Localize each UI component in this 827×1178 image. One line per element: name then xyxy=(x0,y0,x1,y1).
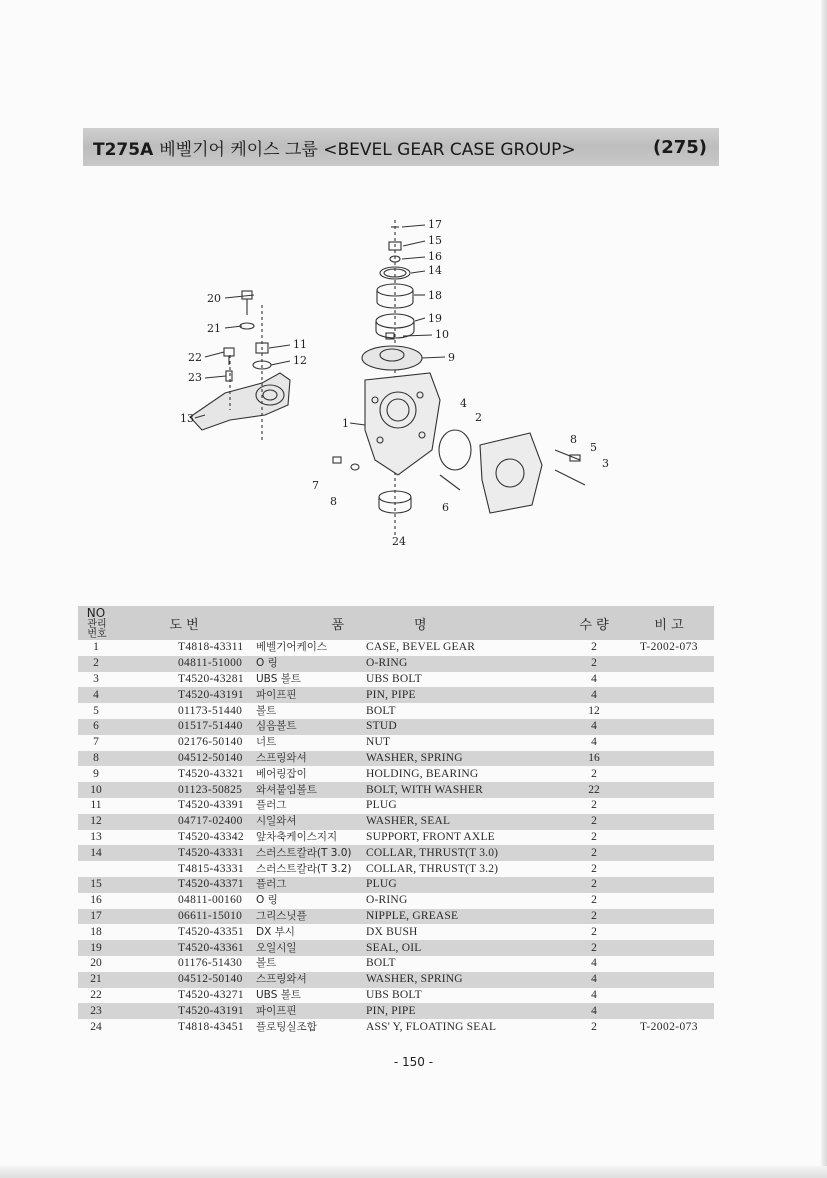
row-name-english: O-RING xyxy=(366,894,408,907)
row-part-number: 04811-51000 xyxy=(114,656,254,672)
row-remarks xyxy=(624,940,714,956)
row-no: 17 xyxy=(78,909,114,925)
row-name-korean: 볼트 xyxy=(256,704,277,717)
callout-10: 10 xyxy=(435,328,449,341)
callout-16: 16 xyxy=(428,250,442,263)
row-remarks xyxy=(624,893,714,909)
parts-list-table xyxy=(78,606,714,1035)
row-remarks xyxy=(624,1003,714,1019)
row-name-english: SUPPORT, FRONT AXLE xyxy=(366,830,495,843)
header-qty: 수 량 xyxy=(564,606,624,640)
row-part-number: 02176-50140 xyxy=(178,736,243,749)
row-part-number: 06611-15010 xyxy=(114,909,254,925)
row-quantity: 4 xyxy=(591,957,597,970)
callout-12: 12 xyxy=(293,354,307,367)
row-part-number: T4520-43351 xyxy=(178,925,244,938)
row-remarks: T-2002-073 xyxy=(640,1020,698,1033)
row-name-korean: 플로팅실조합 xyxy=(256,1020,317,1033)
row-no xyxy=(78,861,114,877)
row-no: 7 xyxy=(93,736,99,749)
callout-13: 13 xyxy=(180,412,194,425)
row-name-english: CASE, BEVEL GEAR xyxy=(366,641,476,654)
row-part-number: T4520-43371 xyxy=(114,877,254,893)
group-title: 베벨기어 케이스 그룹 <BEVEL GEAR CASE GROUP> xyxy=(159,139,576,160)
header-name-en: 명 xyxy=(364,606,564,640)
row-name-english: PIN, PIPE xyxy=(364,687,564,703)
row-no: 11 xyxy=(90,799,102,812)
row-quantity: 16 xyxy=(564,751,624,767)
row-name-korean: 스러스트칼라(T 3.2) xyxy=(256,862,352,875)
header-mgmt: 관리 번호 xyxy=(87,619,107,640)
row-part-number: T4520-43191 xyxy=(114,687,254,703)
row-remarks xyxy=(624,798,714,814)
row-name-korean: 볼트 xyxy=(256,957,277,970)
row-quantity: 4 xyxy=(564,719,624,735)
row-quantity: 4 xyxy=(591,988,597,1001)
row-name-korean: UBS 볼트 xyxy=(256,988,301,1001)
row-name-korean: 베벨기어케이스 xyxy=(256,641,328,654)
row-part-number: T4818-43451 xyxy=(178,1020,244,1033)
row-no: 18 xyxy=(90,925,102,938)
callout-24: 24 xyxy=(392,535,406,548)
row-name-english: BOLT xyxy=(366,704,396,717)
row-name-korean: 스프링와셔 xyxy=(254,751,364,767)
callout-2: 2 xyxy=(475,411,482,424)
table-row xyxy=(78,972,714,988)
row-remarks xyxy=(624,845,714,861)
row-name-english: UBS BOLT xyxy=(366,988,422,1001)
row-quantity: 2 xyxy=(564,909,624,925)
row-remarks xyxy=(624,830,714,846)
row-quantity: 2 xyxy=(591,1020,597,1033)
table-row xyxy=(78,735,714,751)
row-quantity: 4 xyxy=(564,1003,624,1019)
row-no: 16 xyxy=(90,894,102,907)
callout-14: 14 xyxy=(428,264,442,277)
callout-3: 3 xyxy=(602,457,609,470)
table-row xyxy=(78,1019,714,1035)
row-name-korean: 파이프핀 xyxy=(254,687,364,703)
callout-15: 15 xyxy=(428,234,442,247)
table-row xyxy=(78,845,714,861)
row-remarks xyxy=(624,687,714,703)
callout-18: 18 xyxy=(428,289,442,302)
row-no: 4 xyxy=(78,687,114,703)
row-name-korean: UBS 볼트 xyxy=(256,672,301,685)
row-part-number: T4520-43342 xyxy=(178,830,244,843)
row-no: 3 xyxy=(93,672,99,685)
table-row xyxy=(78,751,714,767)
row-quantity: 2 xyxy=(564,656,624,672)
table-row xyxy=(78,798,714,814)
callout-1: 1 xyxy=(342,417,349,430)
row-part-number: T4520-43331 xyxy=(114,845,254,861)
table-row xyxy=(78,988,714,1004)
row-quantity: 2 xyxy=(591,641,597,654)
row-name-korean: 앞차축케이스지지 xyxy=(256,830,338,843)
row-no: 12 xyxy=(78,814,114,830)
row-name-korean: 베어링잡이 xyxy=(256,767,307,780)
row-name-korean: O 링 xyxy=(256,894,278,907)
row-part-number: T4520-43391 xyxy=(178,799,244,812)
row-remarks xyxy=(624,672,714,688)
header-name-ko: 품 xyxy=(254,606,364,640)
callout-8b: 8 xyxy=(330,495,337,508)
header-part-no: 도 번 xyxy=(114,606,254,640)
page-edge xyxy=(0,1166,827,1178)
callout-20: 20 xyxy=(207,292,221,305)
row-remarks xyxy=(624,656,714,672)
row-part-number: 01176-51430 xyxy=(178,957,243,970)
callout-23: 23 xyxy=(188,371,202,384)
row-remarks xyxy=(624,877,714,893)
page-edge xyxy=(821,0,827,1178)
callout-8: 8 xyxy=(570,433,577,446)
row-remarks xyxy=(624,988,714,1004)
table-row xyxy=(78,640,714,656)
row-quantity: 2 xyxy=(591,862,597,875)
table-row xyxy=(78,909,714,925)
row-remarks xyxy=(624,719,714,735)
row-no: 9 xyxy=(93,767,99,780)
row-quantity: 2 xyxy=(564,877,624,893)
row-name-korean: 오일시일 xyxy=(254,940,364,956)
row-no: 15 xyxy=(78,877,114,893)
row-no: 1 xyxy=(93,641,99,654)
row-quantity: 2 xyxy=(591,830,597,843)
callout-19: 19 xyxy=(428,312,442,325)
callout-9: 9 xyxy=(448,351,455,364)
row-remarks xyxy=(624,782,714,798)
row-name-english: PLUG xyxy=(364,877,564,893)
table-row xyxy=(78,877,714,893)
row-no: 6 xyxy=(78,719,114,735)
row-name-english: PIN, PIPE xyxy=(364,1003,564,1019)
table-row xyxy=(78,719,714,735)
callout-21: 21 xyxy=(207,322,221,335)
row-part-number: T4520-43281 xyxy=(178,672,244,685)
row-remarks xyxy=(624,956,714,972)
page-number: - 150 - xyxy=(393,1055,434,1069)
row-remarks xyxy=(624,909,714,925)
row-quantity: 2 xyxy=(591,925,597,938)
table-row xyxy=(78,687,714,703)
callout-11: 11 xyxy=(293,338,307,351)
row-name-korean: 너트 xyxy=(256,736,277,749)
row-name-english: DX BUSH xyxy=(366,925,418,938)
row-no: 10 xyxy=(78,782,114,798)
row-remarks xyxy=(624,861,714,877)
table-row xyxy=(78,766,714,782)
row-quantity: 4 xyxy=(564,972,624,988)
row-name-korean: 그리스닛플 xyxy=(254,909,364,925)
table-row xyxy=(78,782,714,798)
table-row xyxy=(78,956,714,972)
table-row xyxy=(78,893,714,909)
row-remarks xyxy=(624,751,714,767)
row-quantity: 4 xyxy=(591,736,597,749)
row-name-korean: O 링 xyxy=(254,656,364,672)
row-no: 5 xyxy=(93,704,99,717)
row-part-number: 01173-51440 xyxy=(178,704,243,717)
row-name-korean: 스프링와셔 xyxy=(254,972,364,988)
row-part-number: T4520-43271 xyxy=(178,988,244,1001)
row-part-number: T4520-43191 xyxy=(114,1003,254,1019)
group-code: T275A xyxy=(93,139,154,160)
table-header-row xyxy=(78,606,714,640)
table-row xyxy=(78,656,714,672)
row-name-english: NUT xyxy=(366,736,391,749)
row-part-number: 01123-50825 xyxy=(114,782,254,798)
table-row xyxy=(78,861,714,877)
row-no: 23 xyxy=(78,1003,114,1019)
row-part-number: T4520-43321 xyxy=(178,767,244,780)
callout-4: 4 xyxy=(460,397,467,410)
row-name-english: ASS' Y, FLOATING SEAL xyxy=(366,1020,497,1033)
row-name-korean: 와셔붙임볼트 xyxy=(254,782,364,798)
row-remarks xyxy=(624,814,714,830)
section-title-bar xyxy=(83,128,719,166)
row-name-korean: 플러그 xyxy=(254,877,364,893)
table-row xyxy=(78,672,714,688)
row-remarks xyxy=(624,735,714,751)
row-quantity: 2 xyxy=(564,814,624,830)
row-name-english: WASHER, SPRING xyxy=(364,751,564,767)
callout-17: 17 xyxy=(428,218,442,231)
row-part-number: T4520-43361 xyxy=(114,940,254,956)
row-name-english: SEAL, OIL xyxy=(364,940,564,956)
row-quantity: 2 xyxy=(591,767,597,780)
header-no: NO관리 번호 xyxy=(78,606,114,640)
row-no: 13 xyxy=(90,830,102,843)
row-no: 20 xyxy=(90,957,102,970)
row-name-english: NIPPLE, GREASE xyxy=(364,909,564,925)
row-name-english: UBS BOLT xyxy=(366,672,422,685)
row-remarks: T-2002-073 xyxy=(640,641,698,654)
row-no: 14 xyxy=(78,845,114,861)
callout-5: 5 xyxy=(590,441,597,454)
row-name-korean: 스러스트칼라(T 3.0) xyxy=(254,845,364,861)
row-name-english: STUD xyxy=(364,719,564,735)
row-no: 22 xyxy=(90,988,102,1001)
callout-6: 6 xyxy=(442,501,449,514)
row-name-korean: DX 부시 xyxy=(256,925,295,938)
group-page-ref: (275) xyxy=(652,136,707,158)
row-part-number: 04512-50140 xyxy=(114,751,254,767)
row-no: 2 xyxy=(78,656,114,672)
row-name-english: BOLT xyxy=(366,957,396,970)
row-name-korean: 시일와셔 xyxy=(254,814,364,830)
exploded-parts-diagram xyxy=(170,205,630,560)
row-no: 19 xyxy=(78,940,114,956)
row-no: 24 xyxy=(90,1020,102,1033)
row-name-english: HOLDING, BEARING xyxy=(366,767,479,780)
header-remarks: 비 고 xyxy=(624,606,714,640)
row-no: 21 xyxy=(78,972,114,988)
row-name-english: COLLAR, THRUST(T 3.2) xyxy=(366,862,499,875)
row-remarks xyxy=(624,972,714,988)
row-part-number: 04512-50140 xyxy=(114,972,254,988)
row-name-korean: 파이프핀 xyxy=(254,1003,364,1019)
row-name-english: WASHER, SEAL xyxy=(364,814,564,830)
callout-7: 7 xyxy=(312,479,319,492)
table-row xyxy=(78,703,714,719)
table-row xyxy=(78,1003,714,1019)
table-row xyxy=(78,940,714,956)
table-row xyxy=(78,830,714,846)
row-name-korean: 심음볼트 xyxy=(254,719,364,735)
row-no: 8 xyxy=(78,751,114,767)
row-part-number: 01517-51440 xyxy=(114,719,254,735)
row-quantity: 4 xyxy=(591,672,597,685)
row-part-number: T4818-43311 xyxy=(178,641,244,654)
row-name-english: PLUG xyxy=(366,799,397,812)
row-quantity: 2 xyxy=(591,799,597,812)
row-remarks xyxy=(624,766,714,782)
callout-22: 22 xyxy=(188,351,202,364)
row-remarks xyxy=(624,703,714,719)
row-quantity: 2 xyxy=(564,845,624,861)
row-name-english: O-RING xyxy=(364,656,564,672)
row-part-number: 04811-00160 xyxy=(178,894,243,907)
row-quantity: 2 xyxy=(564,940,624,956)
row-name-english: WASHER, SPRING xyxy=(364,972,564,988)
table-row xyxy=(78,924,714,940)
row-quantity: 2 xyxy=(591,894,597,907)
table-row xyxy=(78,814,714,830)
row-quantity: 22 xyxy=(564,782,624,798)
row-quantity: 4 xyxy=(564,687,624,703)
row-part-number: 04717-02400 xyxy=(114,814,254,830)
row-name-english: COLLAR, THRUST(T 3.0) xyxy=(364,845,564,861)
row-name-korean: 플러그 xyxy=(256,799,287,812)
row-name-english: BOLT, WITH WASHER xyxy=(364,782,564,798)
row-remarks xyxy=(624,924,714,940)
row-quantity: 12 xyxy=(588,704,600,717)
row-part-number: T4815-43331 xyxy=(178,862,244,875)
section-title xyxy=(93,135,576,160)
